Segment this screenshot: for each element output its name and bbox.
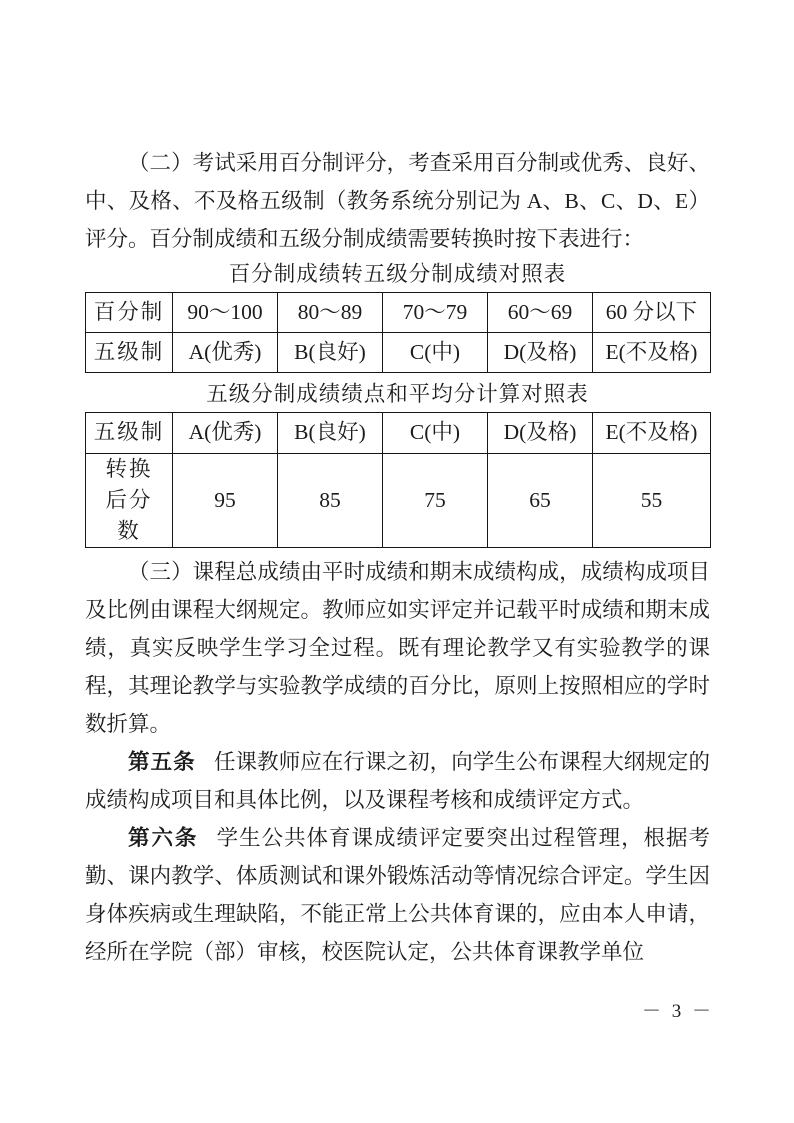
table-cell: 95 [173,454,278,548]
table-cell: C(中) [383,413,488,454]
paragraph-article-6 [85,819,710,971]
article5-label: 第五条 [128,750,196,774]
table1-caption: 百分制成绩转五级分制成绩对照表 [228,262,567,286]
table-cell: 60 分以下 [593,293,711,333]
table-cell: A(优秀) [173,333,278,373]
table-cell: 75 [383,454,488,548]
table-cell: 百分制 [86,293,173,333]
paragraph-item-2: （二）考试采用百分制评分，考查采用百分制或优秀、良好、中、及格、不及格五级制（教务系统分别记为 A、B、C、D、E）评分。百分制成绩和五级分制成绩需要转换时按下表进行： [85,151,710,251]
table-cell: 五级制 [86,333,173,373]
percent-to-five-level-table [85,292,711,373]
page-content [85,0,710,971]
table-cell: E(不及格) [593,333,711,373]
converted-score-label: 转换后分数 [105,457,153,543]
table-cell: D(及格) [488,413,593,454]
table-cell: 85 [278,454,383,548]
table-row [86,454,711,548]
paragraph-article-5 [85,743,710,819]
table-cell: 90～100 [173,293,278,333]
table-cell: 五级制 [86,413,173,454]
table2-caption: 五级分制成绩绩点和平均分计算对照表 [206,382,589,406]
table-cell: 65 [488,454,593,548]
table-cell: A(优秀) [173,413,278,454]
table-row [86,293,711,333]
article6-text: 学生公共体育课成绩评定要突出过程管理，根据考勤、课内教学、体质测试和课外锻炼活动等情况综合评定。学生因身体疾病或生理缺陷，不能正常上公共体育课的，应由本人申请，经所在学院（部）审核，校医院认定，公共体育课教学单位 [85,826,710,964]
table-cell: 80～89 [278,293,383,333]
article5-text: 任课教师应在行课之初，向学生公布课程大纲规定的成绩构成项目和具体比例，以及课程考核和成绩评定方式。 [85,750,710,812]
table-cell: E(不及格) [593,413,711,454]
page-number: － 3 － [641,1001,714,1022]
table-row [86,333,711,373]
table-cell: 70～79 [383,293,488,333]
table-row [86,413,711,454]
table-cell: 55 [593,454,711,548]
table-cell: 60～69 [488,293,593,333]
article6-label: 第六条 [128,826,199,850]
table-cell: D(及格) [488,333,593,373]
table-cell: B(良好) [278,413,383,454]
paragraph-item-3: （三）课程总成绩由平时成绩和期末成绩构成，成绩构成项目及比例由课程大纲规定。教师应如实评定并记载平时成绩和期末成绩，真实反映学生学习全过程。既有理论教学又有实验教学的课程，其理论教学与实验教学成绩的百分比，原则上按照相应的学时数折算。 [85,560,710,736]
table-cell: B(良好) [278,333,383,373]
table-cell: C(中) [383,333,488,373]
five-level-converted-score-table [85,412,711,548]
table-cell [86,454,173,548]
